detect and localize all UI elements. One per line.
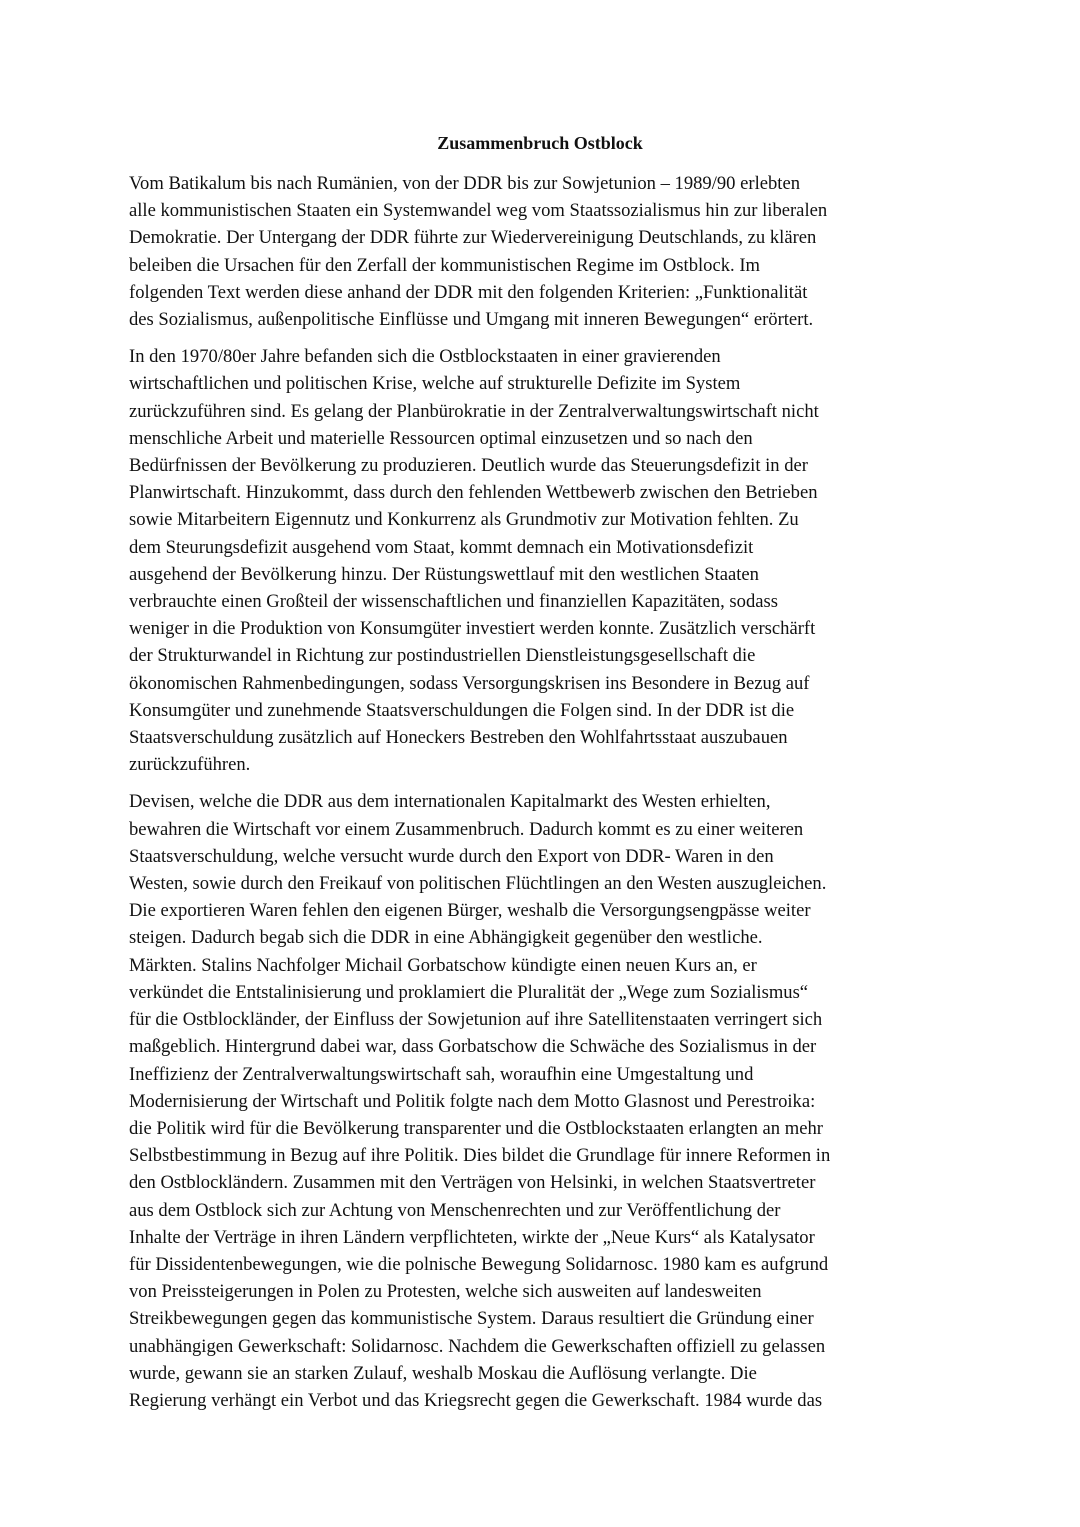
text-line: sowie Mitarbeitern Eigennutz und Konkurrenz als Grundmotiv zur Motivation fehlten. Zu (129, 509, 799, 531)
text-line: bewahren die Wirtschaft vor einem Zusammenbruch. Dadurch kommt es zu einer weiteren (129, 818, 804, 840)
text-line: Planwirtschaft. Hinzukommt, dass durch den fehlenden Wettbewerb zwischen den Betrieben (129, 482, 818, 504)
paragraph-1 (129, 170, 959, 333)
text-line: der Strukturwandel in Richtung zur postindustriellen Dienstleistungsgesellschaft die (129, 645, 756, 667)
text-line: maßgeblich. Hintergrund dabei war, dass Gorbatschow die Schwäche des Sozialismus in der (129, 1036, 817, 1058)
text-line: Bedürfnissen der Bevölkerung zu produzieren. Deutlich wurde das Steuerungsdefizit in der (129, 455, 808, 477)
text-line: die Politik wird für die Bevölkerung transparenter und die Ostblockstaaten erlangten an mehr (129, 1117, 823, 1139)
paragraph-3 (129, 788, 959, 1414)
text-line: den Ostblockländern. Zusammen mit den Verträgen von Helsinki, in welchen Staatsvertreter (129, 1172, 816, 1194)
text-line: für die Ostblockländer, der Einfluss der Sowjetunion auf ihre Satellitenstaaten verringert sich (129, 1009, 823, 1031)
text-line: Devisen, welche die DDR aus dem internationalen Kapitalmarkt des Westen erhielten, (129, 791, 771, 813)
text-line: des Sozialismus, außenpolitische Einflüsse und Umgang mit inneren Bewegungen“ erörtert. (129, 309, 814, 331)
text-line: Selbstbestimmung in Bezug auf ihre Politik. Dies bildet die Grundlage für innere Reformen in (129, 1145, 831, 1167)
text-line: Demokratie. Der Untergang der DDR führte zur Wiedervereinigung Deutschlands, zu klären (129, 227, 817, 249)
text-line: Ineffizienz der Zentralverwaltungswirtschaft sah, woraufhin eine Umgestaltung und (129, 1063, 754, 1085)
text-line: Modernisierung der Wirtschaft und Politik folgte nach dem Motto Glasnost und Perestroika: (129, 1090, 816, 1112)
text-line: zurückzuführen sind. Es gelang der Planbürokratie in der Zentralverwaltungswirtschaft nicht (129, 400, 819, 422)
text-line: ausgehend der Bevölkerung hinzu. Der Rüstungswettlauf mit den westlichen Staaten (129, 563, 759, 585)
text-line: Märkten. Stalins Nachfolger Michail Gorbatschow kündigte einen neuen Kurs an, er (129, 954, 757, 976)
text-line: von Preissteigerungen in Polen zu Protesten, welche sich ausweiten auf landesweiten (129, 1281, 762, 1303)
text-line: dem Steurungsdefizit ausgehend vom Staat, kommt demnach ein Motivationsdefizit (129, 536, 754, 558)
text-line: wirtschaftlichen und politischen Krise, welche auf strukturelle Defizite im System (129, 373, 741, 395)
text-line: wurde, gewann sie an starken Zulauf, weshalb Moskau die Auflösung verlangte. Die (129, 1362, 757, 1384)
text-line: beleiben die Ursachen für den Zerfall der kommunistischen Regime im Ostblock. Im (129, 254, 760, 276)
text-line: alle kommunistischen Staaten ein Systemwandel weg vom Staatssozialismus hin zur liberalen (129, 200, 828, 222)
text-line: In den 1970/80er Jahre befanden sich die Ostblockstaaten in einer gravierenden (129, 346, 721, 368)
text-line: Konsumgüter und zunehmende Staatsverschuldungen die Folgen sind. In der DDR ist die (129, 699, 795, 721)
text-line: Vom Batikalum bis nach Rumänien, von der DDR bis zur Sowjetunion – 1989/90 erlebten (129, 173, 801, 194)
text-line: Inhalte der Verträge in ihren Ländern verpflichteten, wirkte der „Neue Kurs“ als Katalysator (129, 1226, 815, 1248)
text-line: unabhängigen Gewerkschaft: Solidarnosc. Nachdem die Gewerkschaften offiziell zu gelassen (129, 1335, 826, 1357)
text-line: Regierung verhängt ein Verbot und das Kriegsrecht gegen die Gewerkschaft. 1984 wurde das (129, 1389, 823, 1411)
page-title: Zusammenbruch Ostblock (437, 133, 643, 153)
text-line: zurückzuführen. (129, 754, 251, 776)
text-line: Staatsverschuldung zusätzlich auf Honeckers Bestreben den Wohlfahrtsstaat auszubauen (129, 727, 788, 749)
text-line: für Dissidentenbewegungen, wie die polnische Bewegung Solidarnosc. 1980 kam es aufgrund (129, 1253, 829, 1275)
text-line: weniger in die Produktion von Konsumgüter investiert werden konnte. Zusätzlich verschärft (129, 618, 816, 640)
document-body (129, 170, 959, 1424)
paragraph-2 (129, 343, 959, 778)
text-line: Staatsverschuldung, welche versucht wurde durch den Export von DDR- Waren in den (129, 845, 774, 867)
text-line: verbrauchte einen Großteil der wissenschaftlichen und finanziellen Kapazitäten, sodass (129, 591, 778, 613)
text-line: aus dem Ostblock sich zur Achtung von Menschenrechten und zur Veröffentlichung der (129, 1199, 781, 1221)
text-line: menschliche Arbeit und materielle Ressourcen optimal einzusetzen und so nach den (129, 427, 753, 449)
text-line: ökonomischen Rahmenbedingungen, sodass Versorgungskrisen ins Besondere in Bezug auf (129, 672, 810, 694)
text-line: Westen, sowie durch den Freikauf von politischen Flüchtlingen an den Westen auszugleichen. (129, 873, 827, 895)
text-line: Die exportieren Waren fehlen den eigenen Bürger, weshalb die Versorgungsengpässe weiter (129, 900, 811, 922)
text-line: folgenden Text werden diese anhand der DDR mit den folgenden Kriterien: „Funktionalität (129, 281, 808, 303)
text-line: Streikbewegungen gegen das kommunistische System. Daraus resultiert die Gründung einer (129, 1308, 814, 1330)
text-line: steigen. Dadurch begab sich die DDR in eine Abhängigkeit gegenüber den westliche. (129, 927, 763, 949)
text-line: verkündet die Entstalinisierung und proklamiert die Pluralität der „Wege zum Sozialismus“ (129, 981, 809, 1003)
